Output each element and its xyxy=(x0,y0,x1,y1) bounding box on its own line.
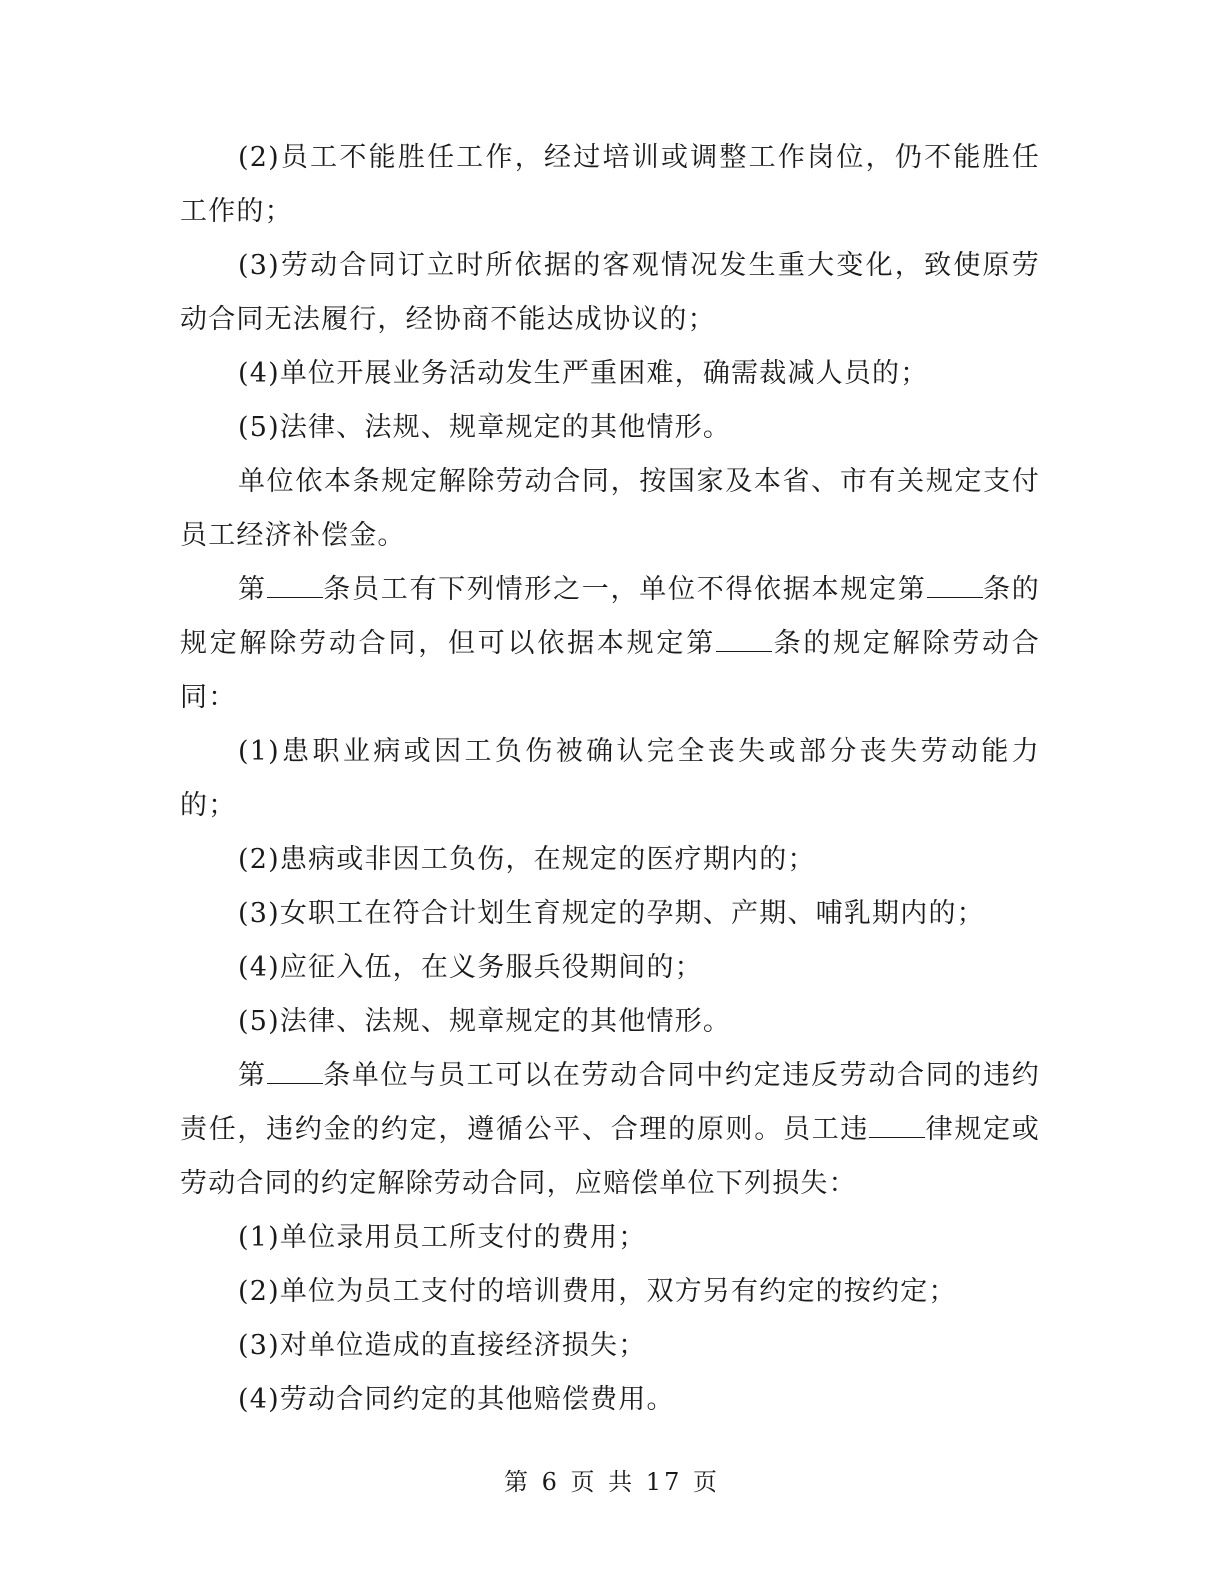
paragraph-compensation: 单位依本条规定解除劳动合同，按国家及本省、市有关规定支付员工经济补偿金。 xyxy=(180,466,1040,551)
paragraph-loss-item-4: (4)劳动合同约定的其他赔偿费用。 xyxy=(238,1384,675,1415)
paragraph-loss-item-1: (1)单位录用员工所支付的费用； xyxy=(238,1222,647,1253)
paragraph-protected-item-2: (2)患病或非因工负伤，在规定的医疗期内的； xyxy=(238,844,816,875)
paragraph-item-5-other: (5)法律、法规、规章规定的其他情形。 xyxy=(238,412,732,443)
paragraph-protected-item-3: (3)女职工在符合计划生育规定的孕期、产期、哺乳期内的； xyxy=(238,898,985,929)
paragraph-article-liability xyxy=(180,1049,1040,1211)
page-number-footer: 第 6 页 共 17 页 xyxy=(504,1468,720,1496)
document-body xyxy=(180,131,1040,1427)
blank-article-number xyxy=(716,629,772,652)
blank-article-number xyxy=(927,575,983,598)
paragraph-article-prohibited-termination xyxy=(180,563,1040,725)
article-text-segment: 条的规定解除劳动合同，但可以依据本规定第 xyxy=(180,574,1041,659)
paragraph-protected-item-1: (1)患职业病或因工负伤被确认完全丧失或部分丧失劳动能力的； xyxy=(180,736,1040,821)
article-text-segment: 律规定或劳动合同的约定解除劳动合同，应赔偿单位下列损失： xyxy=(180,1114,1040,1199)
paragraph-protected-item-5: (5)法律、法规、规章规定的其他情形。 xyxy=(238,1006,732,1037)
blank-article-number xyxy=(267,575,323,598)
paragraph-loss-item-3: (3)对单位造成的直接经济损失； xyxy=(238,1330,647,1361)
article-text-segment: 第 xyxy=(238,1060,267,1091)
article-text-segment: 第 xyxy=(238,574,267,605)
paragraph-item-4-layoffs: (4)单位开展业务活动发生严重困难，确需裁减人员的； xyxy=(238,358,929,389)
article-text-segment: 条单位与员工可以在劳动合同中约定违反劳动合同的违约责任，违约金的约定，遵循公平、合理的原则。员工违 xyxy=(180,1060,1041,1145)
blank-article-number xyxy=(267,1061,323,1084)
blank-fill xyxy=(869,1115,925,1138)
article-text-segment: 条的规定解除劳动合同： xyxy=(180,628,1040,713)
article-text-segment: 条员工有下列情形之一，单位不得依据本规定第 xyxy=(322,574,927,605)
paragraph-item-2-incompetent: (2)员工不能胜任工作，经过培训或调整工作岗位，仍不能胜任工作的； xyxy=(180,142,1040,227)
paragraph-item-3-circumstances-change: (3)劳动合同订立时所依据的客观情况发生重大变化，致使原劳动合同无法履行，经协商不能达成协议的； xyxy=(180,250,1040,335)
paragraph-loss-item-2: (2)单位为员工支付的培训费用，双方另有约定的按约定； xyxy=(238,1276,957,1307)
paragraph-protected-item-4: (4)应征入伍，在义务服兵役期间的； xyxy=(238,952,703,983)
